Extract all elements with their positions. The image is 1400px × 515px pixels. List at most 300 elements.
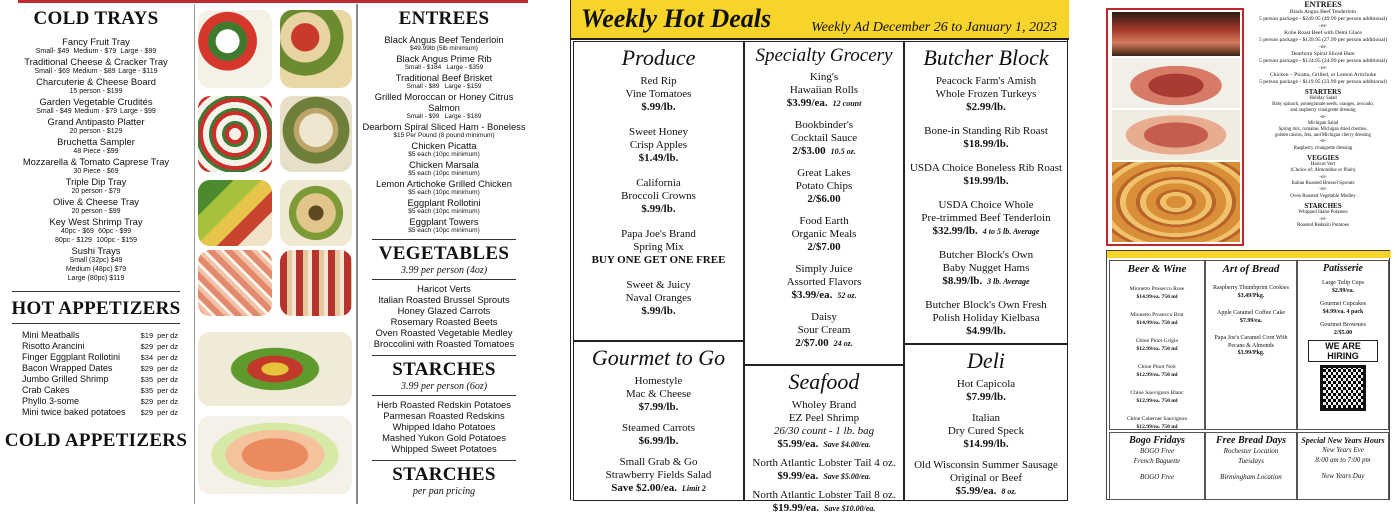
nye-hours-box xyxy=(1297,432,1389,500)
seafood-item-note: Save $5.00/ea. xyxy=(823,472,871,481)
pasta-salad-photo xyxy=(280,96,352,172)
butcher-item xyxy=(905,199,1067,238)
beer_wine-item xyxy=(1110,338,1204,353)
package-veggies-title: VEGGIES xyxy=(1307,153,1339,162)
gourmet-item xyxy=(574,422,743,448)
cold-tray-name: Bruchetta Sampler xyxy=(57,136,135,147)
beer_wine-item xyxy=(1110,312,1204,327)
entree-name: Eggplant Rollotini xyxy=(407,197,481,208)
deli-item-line1: Old Wisconsin Summer Sausage xyxy=(914,459,1058,471)
special-line: BOGO Free xyxy=(1139,473,1175,481)
produce-item-price-value: $.99/lb. xyxy=(641,305,676,317)
hot-appetizer-unit: per dz xyxy=(157,408,178,417)
ham-photo xyxy=(1112,110,1240,160)
specialty-item xyxy=(745,167,903,206)
hot-appetizer-price-value: $35 xyxy=(140,375,154,384)
entree-name: Dearborn Spiral Sliced Ham - Boneless xyxy=(362,121,526,132)
cold-tray-price: 15 person - $199 xyxy=(69,88,123,95)
produce-item-price-value: $1.49/lb. xyxy=(638,152,679,164)
package-line: Spring mix, romaine, Michigan dried cherries, xyxy=(1278,127,1368,133)
gourmet-list xyxy=(574,375,743,495)
gourmet-section xyxy=(573,341,744,501)
cold-tray-price: 20 person - $99 xyxy=(71,208,121,215)
beer_wine-item xyxy=(1110,364,1204,379)
hot-appetizer-name: Crab Cakes xyxy=(22,385,70,395)
cold-tray-price: 30 Piece - $69 xyxy=(73,168,119,175)
butcher-item-line2: Baby Nugget Hams xyxy=(942,262,1030,274)
butcher-item-price xyxy=(905,325,1067,338)
entree-price: Small - $184 Large - $359 xyxy=(404,64,484,71)
entrees-list xyxy=(360,34,528,235)
special-line: 8:00 am to 7:00 pm xyxy=(1315,456,1371,464)
patisserie-item xyxy=(1298,301,1388,316)
hot-appetizer-row xyxy=(0,352,192,363)
butcher-list xyxy=(905,75,1067,338)
package-starters-title: STARTERS xyxy=(1304,88,1342,96)
seafood-list xyxy=(745,399,903,515)
vegetable-item: Oven Roasted Vegetable Medley xyxy=(375,327,513,338)
entree-name: Grilled Moroccan or Honey Citrus Salmon xyxy=(374,91,514,113)
hot-appetizer-unit: per dz xyxy=(157,331,178,340)
produce-item xyxy=(574,228,743,267)
specialty-item-price-value: 2/$7.00 xyxy=(807,241,841,253)
art_bread-item-price: $3.99/Pkg. xyxy=(1237,350,1265,356)
patisserie-box xyxy=(1297,260,1389,430)
package-line: -or- xyxy=(1319,114,1327,120)
entree-price: $15 Per Pound (8 pound minimum) xyxy=(393,132,495,139)
hot-appetizer-price xyxy=(141,385,178,396)
beer_wine-item-name: Chloe Cabernet Sauvignon xyxy=(1126,416,1188,422)
starches-list xyxy=(360,399,528,454)
butcher-item-price-value: $2.99/lb. xyxy=(966,101,1006,113)
shrimp-tray-photo xyxy=(198,250,272,316)
hot-appetizer-price xyxy=(141,330,178,341)
seafood-item-line3: 26/30 count - 1 lb. bag xyxy=(773,425,875,437)
specialty-title: Specialty Grocery xyxy=(755,45,893,66)
butcher-item-price-value: $4.99/lb. xyxy=(966,325,1006,337)
caprese-tray-photo xyxy=(198,96,272,172)
deli-item-note: 8 oz. xyxy=(1001,487,1017,496)
seafood-item-line1: North Atlantic Lobster Tail 8 oz. xyxy=(752,489,896,501)
chicken-photo xyxy=(1112,162,1240,242)
package-starches-title: STARCHES xyxy=(1304,202,1342,211)
specialty-item-line1: Daisy xyxy=(811,311,837,323)
produce-item-line2: Spring Mix xyxy=(633,241,684,253)
hot-appetizer-price xyxy=(141,407,178,418)
specialty-item-line1: King's xyxy=(809,71,839,83)
art-bread-title: Art of Bread xyxy=(1222,263,1280,275)
starches-pan-subtitle: per pan pricing xyxy=(412,486,476,497)
produce-item xyxy=(574,177,743,216)
butcher-item-line1: USDA Choice Whole xyxy=(938,199,1034,211)
butcher-section xyxy=(904,41,1068,344)
seafood-section xyxy=(744,365,904,514)
specialty-list xyxy=(745,71,903,350)
produce-item-line1: California xyxy=(636,177,681,189)
specialty-item xyxy=(745,119,903,158)
seafood-item-price xyxy=(745,438,903,451)
hot-appetizer-name: Bacon Wrapped Dates xyxy=(22,363,113,373)
entree-price: Small - $89 Large - $159 xyxy=(406,83,482,90)
divider xyxy=(372,355,516,356)
package-entrees-list xyxy=(1248,9,1398,86)
special-line: Rochester Location xyxy=(1223,447,1279,455)
starches-pan-title: STARCHES xyxy=(392,464,496,485)
produce-item-price-value: BUY ONE GET ONE FREE xyxy=(591,254,726,266)
produce-title: Produce xyxy=(621,45,696,70)
patisserie-item-name: Gourmet Cupcakes xyxy=(1319,301,1367,307)
starches-subtitle: 3.99 per person (6oz) xyxy=(400,381,488,392)
seafood-item xyxy=(745,489,903,515)
seafood-item-price-value: $19.99/ea. xyxy=(772,502,820,514)
beer_wine-item-name: Mionetto Prosecco Rose xyxy=(1129,286,1185,292)
entree-price: $5 each (10pc minimum) xyxy=(408,189,480,196)
package-starters-list xyxy=(1248,96,1398,152)
entree-price: $5 each (10pc minimum) xyxy=(408,208,480,215)
produce-item xyxy=(574,75,743,114)
package-line: -or- xyxy=(1319,139,1327,145)
hot-appetizer-unit: per dz xyxy=(157,342,178,351)
seafood-item-price xyxy=(745,470,903,483)
package-line: 5 person package - $124.95 (24.99 per person additional) xyxy=(1259,58,1387,64)
package-line: Dearborn Spiral Sliced Ham xyxy=(1291,51,1355,57)
gourmet-item-line1: Steamed Carrots xyxy=(621,422,695,434)
deli-list xyxy=(905,378,1067,498)
cold-tray-name: Sushi Trays xyxy=(71,245,121,256)
caprese-photo xyxy=(198,10,272,88)
produce-item-line2: Broccoli Crowns xyxy=(621,190,696,202)
art_bread-item-name: Raspberry Thumbprint Cookies xyxy=(1213,285,1289,291)
deli-item-line2: Original or Beef xyxy=(949,472,1023,484)
produce-item-price xyxy=(574,203,743,216)
divider xyxy=(372,460,516,461)
holiday-menu xyxy=(1102,0,1398,500)
produce-list xyxy=(574,75,743,318)
art_bread-item-name: Apple Caramel Coffee Cake xyxy=(1216,310,1286,316)
package-line: Baby spinach, pomegranate seeds, oranges, avocado, xyxy=(1272,102,1374,108)
entrees-title: ENTREES xyxy=(398,8,490,29)
package-veggies-list xyxy=(1248,162,1398,200)
produce-item-line1: Papa Joe's Brand xyxy=(621,228,696,240)
entree-name: Eggplant Towers xyxy=(409,216,479,227)
hot-appetizer-name: Finger Eggplant Rollotini xyxy=(22,352,121,362)
hot-appetizer-row xyxy=(0,396,192,407)
roast-beef-photo xyxy=(1112,58,1240,108)
produce-item xyxy=(574,279,743,318)
butcher-item-price xyxy=(905,275,1067,288)
package-line: Black Angus Beef Tenderloin xyxy=(1289,9,1357,15)
cold-tray-price: 40pc - $69 60pc - $99 xyxy=(60,228,132,235)
cold-tray-name: Grand Antipasto Platter xyxy=(47,116,145,127)
hot-appetizer-row xyxy=(0,374,192,385)
specialty-item-price-value: 2/$6.00 xyxy=(807,193,841,205)
specialty-item-price xyxy=(745,193,903,206)
specials-banner xyxy=(1107,251,1391,258)
entree-name: Black Angus Beef Tenderloin xyxy=(384,34,504,45)
starches-title: STARCHES xyxy=(392,359,496,380)
deli-item-price-value: $14.99/lb. xyxy=(963,438,1009,450)
qr-code[interactable] xyxy=(1320,365,1366,411)
produce-item-line1: Sweet & Juicy xyxy=(626,279,691,291)
shrimp-ring-photo xyxy=(198,416,352,494)
hot-appetizer-name: Mini twice baked potatoes xyxy=(22,407,126,417)
butcher-item-line2: Whole Frozen Turkeys xyxy=(935,88,1037,100)
bruschetta-photo xyxy=(280,250,352,316)
cold-tray-name: Garden Vegetable Crudités xyxy=(39,96,153,107)
hot-appetizer-row xyxy=(0,330,192,341)
hot-appetizer-unit: per dz xyxy=(157,375,178,384)
fruit-tray-photo xyxy=(198,332,352,406)
package-line: Italian Roasted Brussel Sprouts xyxy=(1291,181,1355,187)
produce-item-line2: Naval Oranges xyxy=(625,292,692,304)
deals-date-range: Weekly Ad December 26 to January 1, 2023 xyxy=(811,20,1057,35)
package-line: Oven Roasted Vegetable Medley xyxy=(1290,193,1356,199)
seafood-item xyxy=(745,457,903,483)
produce-item-line1: Red Rip xyxy=(640,75,677,87)
hot-appetizer-price-value: $19 xyxy=(140,331,154,340)
hot-appetizer-price-value: $35 xyxy=(140,386,154,395)
specialty-item-line2: Potato Chips xyxy=(795,180,853,192)
cold-tray-price: Medium (48pc) $79 xyxy=(65,266,127,273)
butcher-item xyxy=(905,249,1067,288)
butcher-item-line1: Bone-in Standing Rib Roast xyxy=(924,125,1048,137)
specialty-item xyxy=(745,215,903,254)
beer_wine-item-name: Chloe Sauvignon Blanc xyxy=(1130,390,1184,396)
specials-grid xyxy=(1106,250,1390,500)
hot-appetizer-row xyxy=(0,363,192,374)
butcher-item xyxy=(905,162,1067,188)
deli-item xyxy=(905,412,1067,451)
package-line: -or- xyxy=(1318,23,1328,29)
specialty-item-line2: Organic Meals xyxy=(791,228,857,240)
butcher-item-note: 3 lb. Average xyxy=(987,277,1030,286)
package-line: golden raisins, feta, and Michigan cherry dressing xyxy=(1275,133,1371,139)
special-line: BOGO Free xyxy=(1139,447,1175,455)
cracker-tray-photo xyxy=(280,180,352,246)
cold-tray-price: Small - $49 Medium - $79 Large - $99 xyxy=(36,108,156,115)
gourmet-item-price-value: Save $2.00/ea. xyxy=(611,482,677,494)
cold-tray-price: 80pc - $129 100pc - $159 xyxy=(54,237,138,244)
patisserie-item xyxy=(1298,280,1388,295)
specialty-item-price-value: $3.99/ea. xyxy=(791,289,833,301)
specialty-item-price-value: 2/$3.00 xyxy=(792,145,826,157)
butcher-item-line1: Butcher Block's Own Fresh xyxy=(925,299,1047,311)
cold-tray-name: Key West Shrimp Tray xyxy=(49,216,143,227)
beer-wine-box xyxy=(1109,260,1205,430)
hot-appetizer-price-value: $29 xyxy=(140,408,154,417)
hot-appetizer-name: Phyllo 3-some xyxy=(22,396,80,406)
patisserie-title: Patisserie xyxy=(1323,263,1363,274)
deli-item xyxy=(905,378,1067,404)
butcher-item-price-value: $32.99/lb. xyxy=(932,225,978,237)
starch-item: Mashed Yukon Gold Potatoes xyxy=(382,432,506,443)
gourmet-item-price xyxy=(574,482,743,495)
gourmet-item-price-value: $7.99/lb. xyxy=(638,401,679,413)
package-line: Roasted Redskin Potatoes xyxy=(1297,223,1349,229)
art-bread-box xyxy=(1205,260,1297,430)
cold-trays-list xyxy=(0,36,192,283)
package-entrees-title: ENTREES xyxy=(1304,0,1342,9)
specialty-item xyxy=(745,311,903,350)
hot-appetizer-name: Jumbo Grilled Shrimp xyxy=(22,374,109,384)
gourmet-title: Gourmet to Go xyxy=(591,345,726,370)
weekly-deals-flyer xyxy=(570,0,1068,514)
gourmet-item-line2: Mac & Cheese xyxy=(625,388,692,400)
hot-appetizer-price-value: $29 xyxy=(140,397,154,406)
art_bread-item-name: Papa Joe's Caramel Corn With Pecans & Almonds xyxy=(1214,335,1288,349)
free-bread-box xyxy=(1205,432,1297,500)
butcher-item xyxy=(905,125,1067,151)
special-line: Birmingham Location xyxy=(1220,473,1282,481)
produce-item-price xyxy=(574,101,743,114)
seafood-item-price-value: $9.99/ea. xyxy=(777,470,819,482)
package-line: -or- xyxy=(1318,65,1328,71)
bogo-title: Bogo Fridays xyxy=(1129,435,1185,446)
beer_wine-item-price: $14.99/ea. 750 ml xyxy=(1136,319,1178,326)
art_bread-item xyxy=(1206,285,1296,300)
divider xyxy=(12,323,180,324)
butcher-item xyxy=(905,299,1067,338)
bogo-box xyxy=(1109,432,1205,500)
vegetables-subtitle: 3.99 per person (4oz) xyxy=(400,265,488,276)
beer_wine-item-price: $12.99/ea. 750 ml xyxy=(1136,423,1178,430)
produce-item xyxy=(574,126,743,165)
specialty-item-line2: Cocktail Sauce xyxy=(790,132,858,144)
produce-item-price-value: $.99/lb. xyxy=(641,203,676,215)
butcher-item-price-value: $8.99/lb. xyxy=(942,275,983,287)
deli-item-line1: Italian xyxy=(971,412,1001,424)
hot-appetizer-price xyxy=(141,396,178,407)
package-starches-list xyxy=(1248,210,1398,229)
hot-appetizers-list xyxy=(0,330,192,418)
butcher-item-line1: USDA Choice Boneless Rib Roast xyxy=(909,162,1063,174)
specialty-item-price xyxy=(745,337,903,350)
seafood-item-price xyxy=(745,502,903,515)
entree-price: $5 each (10pc minimum) xyxy=(408,170,480,177)
deli-item-price-value: $5.99/ea. xyxy=(955,485,997,497)
tenderloin-photo xyxy=(1112,12,1240,56)
butcher-item-price-value: $18.99/lb. xyxy=(963,138,1009,150)
gourmet-item-note: Limit 2 xyxy=(681,484,706,493)
cold-tray-name: Charcuterie & Cheese Board xyxy=(36,76,156,87)
produce-item-price-value: $.99/lb. xyxy=(641,101,676,113)
divider xyxy=(12,291,180,292)
cold-tray-price: 20 person - $79 xyxy=(71,188,121,195)
butcher-item-line2: Polish Holiday Kielbasa xyxy=(932,312,1040,324)
special-line: New Years Eve xyxy=(1322,446,1364,454)
entree-name: Traditional Beef Brisket xyxy=(395,72,493,83)
patisserie-item-price: $2.99/ea. xyxy=(1331,287,1355,294)
art_bread-item-price: $3.49/Pkg. xyxy=(1237,292,1265,299)
vegetables-list xyxy=(360,283,528,349)
beer_wine-item-price: $14.99/ea. 750 ml xyxy=(1136,293,1178,300)
package-line: 5 person package - $119.95 (23.99 per person additional) xyxy=(1259,79,1387,85)
package-line: -or- xyxy=(1319,174,1327,180)
free-bread-list xyxy=(1206,446,1296,482)
hot-appetizer-unit: per dz xyxy=(157,386,178,395)
divider xyxy=(372,239,516,240)
beer_wine-item xyxy=(1110,286,1204,301)
produce-item-line1: Sweet Honey xyxy=(629,126,688,138)
hot-appetizer-row xyxy=(0,341,192,352)
package-line: Whipped Idaho Potatoes xyxy=(1298,210,1348,216)
nye-list xyxy=(1298,445,1388,481)
deli-item-line1: Hot Capicola xyxy=(956,378,1016,390)
hot-appetizer-unit: per dz xyxy=(157,353,178,362)
hot-appetizer-name: Risotto Arancini xyxy=(22,341,85,351)
seafood-item-price-value: $5.99/ea. xyxy=(777,438,819,450)
hot-appetizer-price xyxy=(141,363,178,374)
cold-trays-column xyxy=(0,0,192,452)
beer_wine-item-name: Chloe Pinot Noir xyxy=(1137,364,1177,370)
seafood-item-line1: North Atlantic Lobster Tail 4 oz. xyxy=(752,457,896,469)
vegetable-item: Italian Roasted Brussel Sprouts xyxy=(378,294,510,305)
beer_wine-item-name: Chloe Pinot Grigio xyxy=(1135,338,1179,344)
produce-item-line2: Vine Tomatoes xyxy=(625,88,692,100)
butcher-item-price xyxy=(905,175,1067,188)
gourmet-item xyxy=(574,375,743,414)
deli-item-price xyxy=(905,438,1067,451)
hot-appetizers-title: HOT APPETIZERS xyxy=(11,298,181,319)
hot-appetizer-price-value: $29 xyxy=(140,342,154,351)
package-line: 5 person package - $249.95 (49.99 per person additional) xyxy=(1259,16,1387,22)
produce-section xyxy=(573,41,744,341)
hot-appetizer-row xyxy=(0,385,192,396)
butcher-item-price xyxy=(905,225,1067,238)
art_bread-item xyxy=(1206,310,1296,325)
beer_wine-item-price: $12.99/ea. 750 ml xyxy=(1136,371,1178,378)
gourmet-item-line2: Strawberry Fields Salad xyxy=(605,469,712,481)
specialty-section xyxy=(744,41,904,365)
cold-tray-name: Olive & Cheese Tray xyxy=(53,196,139,207)
food-photo-strip xyxy=(1106,8,1244,246)
specialty-item-price xyxy=(745,289,903,302)
patisserie-item-price: $4.99/ea. 4 pack xyxy=(1322,308,1364,315)
entree-price: Small - $99 Large - $189 xyxy=(406,113,482,120)
cold-appetizers-title: COLD APPETIZERS xyxy=(4,430,188,451)
vegetables-title: VEGETABLES xyxy=(378,243,510,264)
seafood-item-line2: EZ Peel Shrimp xyxy=(788,412,860,424)
hot-appetizer-row xyxy=(0,407,192,418)
specialty-item-line2: Sour Cream xyxy=(797,324,851,336)
vegetable-item: Haricot Verts xyxy=(417,283,471,294)
entrees-column xyxy=(360,0,528,497)
package-line: Michigan Salad xyxy=(1307,120,1339,126)
package-line: -or- xyxy=(1319,216,1327,222)
gourmet-item xyxy=(574,456,743,495)
cold-tray-name: Triple Dip Tray xyxy=(65,176,127,187)
cold-tray-price: Small- $49 Medium - $79 Large - $99 xyxy=(35,48,157,55)
seafood-item xyxy=(745,399,903,451)
vegetable-item: Broccolini with Roasted Tomatoes xyxy=(373,338,515,349)
specialty-item xyxy=(745,71,903,110)
deals-title: Weekly Hot Deals xyxy=(581,4,772,33)
patisserie-item xyxy=(1298,322,1388,337)
patisserie-item-price: 2/$5.00 xyxy=(1333,329,1353,336)
holiday-package-text xyxy=(1248,0,1398,248)
butcher-item-price xyxy=(905,138,1067,151)
package-line: Haricot Vert xyxy=(1310,161,1336,167)
antipasto-photo xyxy=(280,10,352,88)
cold-tray-name: Traditional Cheese & Cracker Tray xyxy=(24,56,168,67)
hot-appetizer-name: Mini Meatballs xyxy=(22,330,80,340)
deli-item-price xyxy=(905,391,1067,404)
special-line: French Baguette xyxy=(1133,457,1181,465)
starch-item: Whipped Idaho Potatoes xyxy=(392,421,496,432)
hot-appetizer-price-value: $34 xyxy=(140,353,154,362)
package-line: Chicken – Picatta, Grilled, or Lemon Artichoke xyxy=(1269,72,1377,78)
veggie-tray-photo xyxy=(198,180,272,246)
